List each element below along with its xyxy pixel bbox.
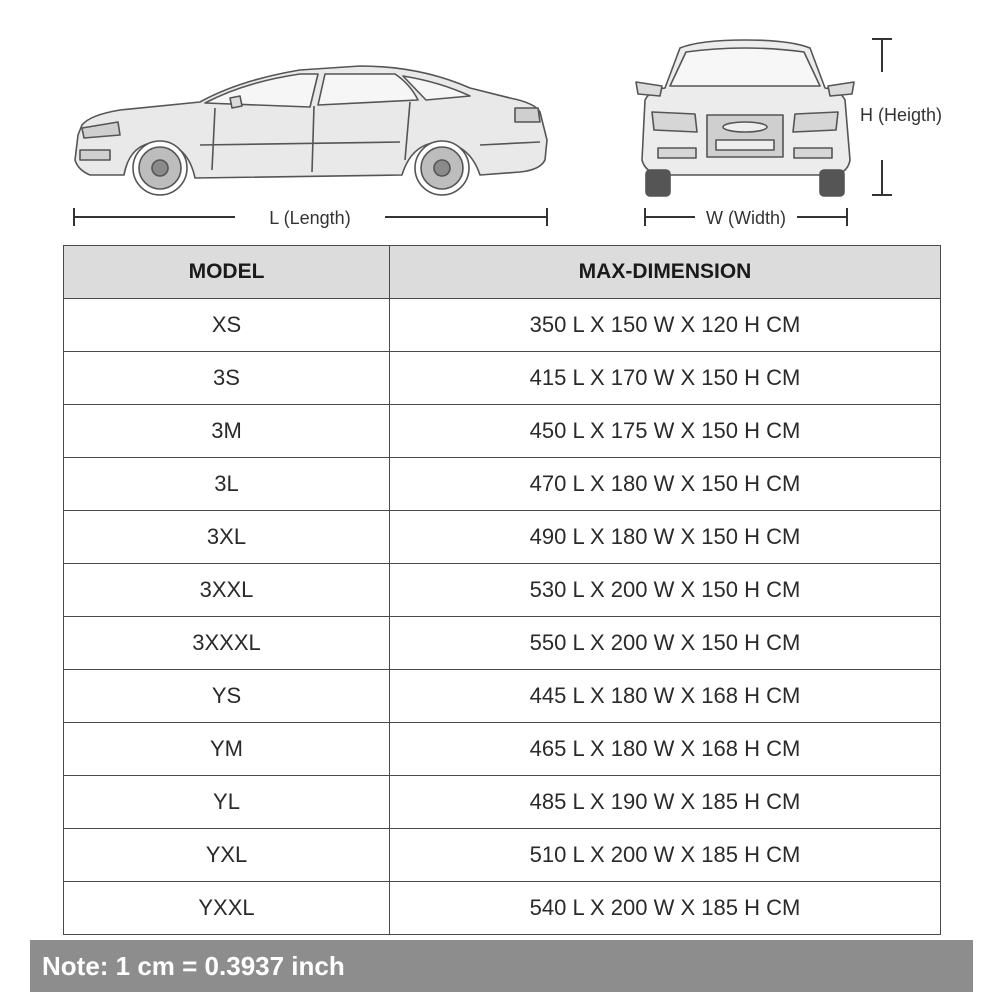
model-cell: 3XXXL [64,617,390,670]
table-row [64,829,941,882]
dimension-cell: 530 L X 200 W X 150 H CM [390,564,941,617]
table-row [64,670,941,723]
dimension-cell: 415 L X 170 W X 150 H CM [390,352,941,405]
car-front-view-icon [636,40,854,196]
table-row [64,617,941,670]
height-label: H (Heigth) [860,105,943,125]
model-cell: 3XL [64,511,390,564]
width-label: W (Width) [706,208,786,228]
table-row [64,564,941,617]
dimension-cell: 490 L X 180 W X 150 H CM [390,511,941,564]
table-row [64,405,941,458]
dimension-cell: 465 L X 180 W X 168 H CM [390,723,941,776]
size-chart-table [63,245,941,935]
dimension-cell: 350 L X 150 W X 120 H CM [390,299,941,352]
conversion-note-text: Note: 1 cm = 0.3937 inch [42,950,345,981]
model-cell: 3M [64,405,390,458]
dimension-cell: 450 L X 175 W X 150 H CM [390,405,941,458]
table-row [64,776,941,829]
model-cell: YS [64,670,390,723]
dimension-cell: 485 L X 190 W X 185 H CM [390,776,941,829]
model-cell: 3S [64,352,390,405]
table-row [64,352,941,405]
dimension-cell: 470 L X 180 W X 150 H CM [390,458,941,511]
table-row [64,299,941,352]
table-row [64,511,941,564]
table-row [64,723,941,776]
model-column-header: MODEL [64,246,390,299]
length-label: L (Length) [269,208,351,228]
max-dimension-column-header: MAX-DIMENSION [390,246,941,299]
model-cell: 3L [64,458,390,511]
car-side-view-icon [75,66,547,195]
model-cell: 3XXL [64,564,390,617]
table-row [64,882,941,935]
model-cell: YXXL [64,882,390,935]
table-row [64,458,941,511]
model-cell: YXL [64,829,390,882]
conversion-note-bar [30,940,973,992]
model-cell: XS [64,299,390,352]
dimension-cell: 540 L X 200 W X 185 H CM [390,882,941,935]
dimension-cell: 550 L X 200 W X 150 H CM [390,617,941,670]
table-header-row [64,246,941,299]
car-dimension-diagram [0,0,1000,240]
model-cell: YM [64,723,390,776]
model-cell: YL [64,776,390,829]
dimension-cell: 510 L X 200 W X 185 H CM [390,829,941,882]
dimension-cell: 445 L X 180 W X 168 H CM [390,670,941,723]
